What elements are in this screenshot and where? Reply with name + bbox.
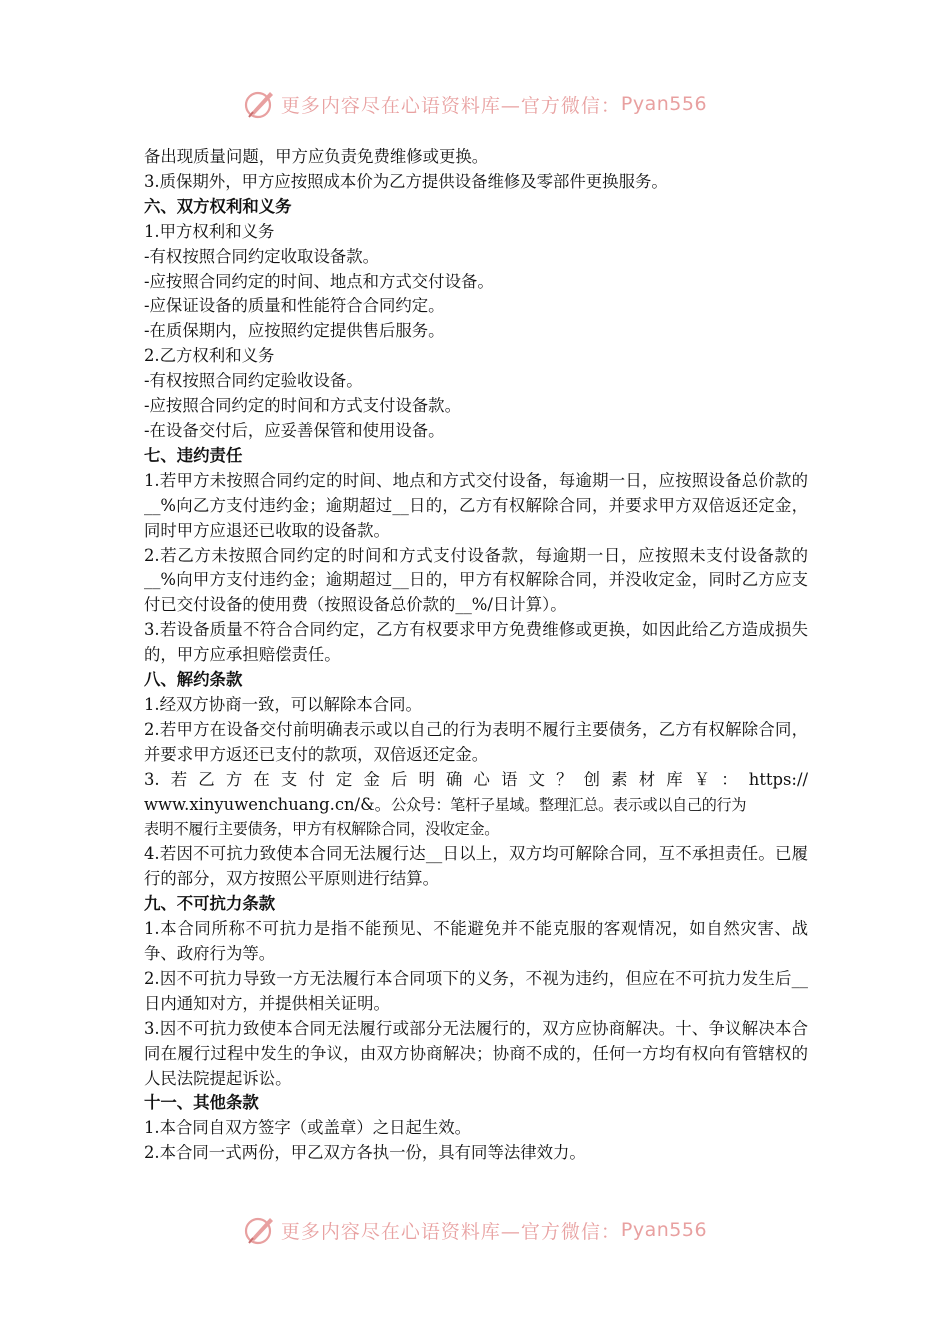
paragraph-text: 3.质保期外，甲方应按照成本价为乙方提供设备维修及零部件更换服务。 [144,171,668,191]
paragraph [144,842,808,892]
header-banner [0,84,950,124]
paragraph [144,469,808,544]
paragraph-text: 七、违约责任 [144,445,243,465]
paragraph-text: 1.本合同自双方签字（或盖章）之日起生效。 [144,1118,472,1138]
paragraph [144,220,808,245]
paragraph-text: 2.若甲方在设备交付前明确表示或以自己的行为表明不履行主要债务，乙方有权解除合同，并要求甲方返还已支付的款项，双倍返还定金。 [144,719,808,764]
paragraph [144,718,808,768]
section-heading [144,1091,808,1116]
paragraph [144,967,808,1017]
paragraph-text: 2.乙方权利和义务 [144,346,275,366]
paragraph-text: 十一、其他条款 [144,1093,259,1113]
paragraph-text: 1.本合同所称不可抗力是指不能预见、不能避免并不能克服的客观情况，如自然灾害、战争、政府行为等。 [144,919,808,963]
paragraph-text: 表明不履行主要债务，甲方有权解除合同，没收定金。 [144,820,500,839]
paragraph [144,1116,808,1141]
section-heading [144,195,808,220]
paragraph-text: 3.因不可抗力致使本合同无法履行或部分无法履行的，双方应协商解决。十、争议解决本合同在履行过程中发生的争议，由双方协商解决；协商不成的，任何一方均有权向有管辖权的人民法院提起诉讼。 [144,1018,808,1088]
paragraph [144,145,808,170]
paragraph-text: 六、双方权利和义务 [144,196,292,216]
footer-banner [0,1210,950,1250]
banner-text: 更多内容尽在心语资料库—官方微信： [280,94,621,117]
paragraph-text: 2.因不可抗力导致一方无法履行本合同项下的义务，不视为违约，但应在不可抗力发生后__日内通知对方，并提供相关证明。 [144,968,808,1013]
paragraph-text: 2.若乙方未按照合同约定的时间和方式支付设备款，每逾期一日，应按照未支付设备款的__%向甲方支付违约金；逾期超过__日的，甲方有权解除合同，并没收定金，同时乙方应支付已交付设备的使用费（按照设备总价款的__%/日计算）。 [144,545,808,615]
section-heading [144,668,808,693]
banner-wechat-id: Pyan556 [620,93,708,115]
quill-pen-icon [243,87,277,121]
document-body [144,145,808,1166]
paragraph [144,693,808,718]
paragraph-text: -应按照合同约定的时间、地点和方式交付设备。 [144,271,494,291]
paragraph [144,793,808,818]
paragraph-text: 1.若甲方未按照合同约定的时间、地点和方式交付设备，每逾期一日，应按照设备总价款的__%向乙方支付违约金；逾期超过__日的，乙方有权解除合同，并要求甲方双倍返还定金，同时甲方应退还已收取的设备款。 [144,470,808,540]
paragraph-text: 九、不可抗力条款 [144,894,276,914]
banner-text: 更多内容尽在心语资料库—官方微信： [280,1220,621,1243]
paragraph-text: 八、解约条款 [144,670,243,690]
paragraph-text-suffix: 公众号：笔杆子星域。整理汇总。表示或以自己的行为 [391,795,747,814]
paragraph [144,369,808,394]
paragraph-text: -有权按照合同约定收取设备款。 [144,246,380,266]
paragraph [144,917,808,967]
paragraph-text: 1.经双方协商一致，可以解除本合同。 [144,694,422,714]
quill-pen-icon [243,1213,277,1247]
paragraph-text: 备出现质量问题，甲方应负责免费维修或更换。 [144,147,489,166]
paragraph [144,768,808,793]
paragraph-text: 3.若设备质量不符合合同约定，乙方有权要求甲方免费维修或更换，如因此给乙方造成损失的，甲方应承担赔偿责任。 [144,620,808,665]
paragraph [144,419,808,444]
paragraph [144,394,808,419]
paragraph-text: -有权按照合同约定验收设备。 [144,371,363,391]
paragraph-text: -应按照合同约定的时间和方式支付设备款。 [144,396,461,416]
banner-wechat-id: Pyan556 [620,1219,708,1241]
paragraph-text: 1.甲方权利和义务 [144,221,275,241]
paragraph [144,270,808,295]
paragraph-text: 3.若乙方在支付定金后明确心语文？创素材库￥：https:// [144,769,808,789]
section-heading [144,444,808,469]
paragraph [144,1017,808,1092]
paragraph-text: -应保证设备的质量和性能符合合同约定。 [144,296,445,316]
paragraph [144,544,808,619]
paragraph-text: -在质保期内，应按照约定提供售后服务。 [144,321,445,341]
paragraph [144,294,808,319]
paragraph [144,618,808,668]
paragraph-text: www.xinyuwenchuang.cn/&。 [144,794,392,814]
paragraph [144,170,808,195]
paragraph-text: 2.本合同一式两份，甲乙双方各执一份，具有同等法律效力。 [144,1143,586,1163]
paragraph [144,344,808,369]
paragraph [144,245,808,270]
paragraph [144,1141,808,1166]
section-heading [144,892,808,917]
paragraph-text: 4.若因不可抗力致使本合同无法履行达__日以上，双方均可解除合同，互不承担责任。已履行的部分，双方按照公平原则进行结算。 [144,844,808,889]
paragraph [144,319,808,344]
paragraph [144,817,808,842]
paragraph-text: -在设备交付后，应妥善保管和使用设备。 [144,420,445,440]
